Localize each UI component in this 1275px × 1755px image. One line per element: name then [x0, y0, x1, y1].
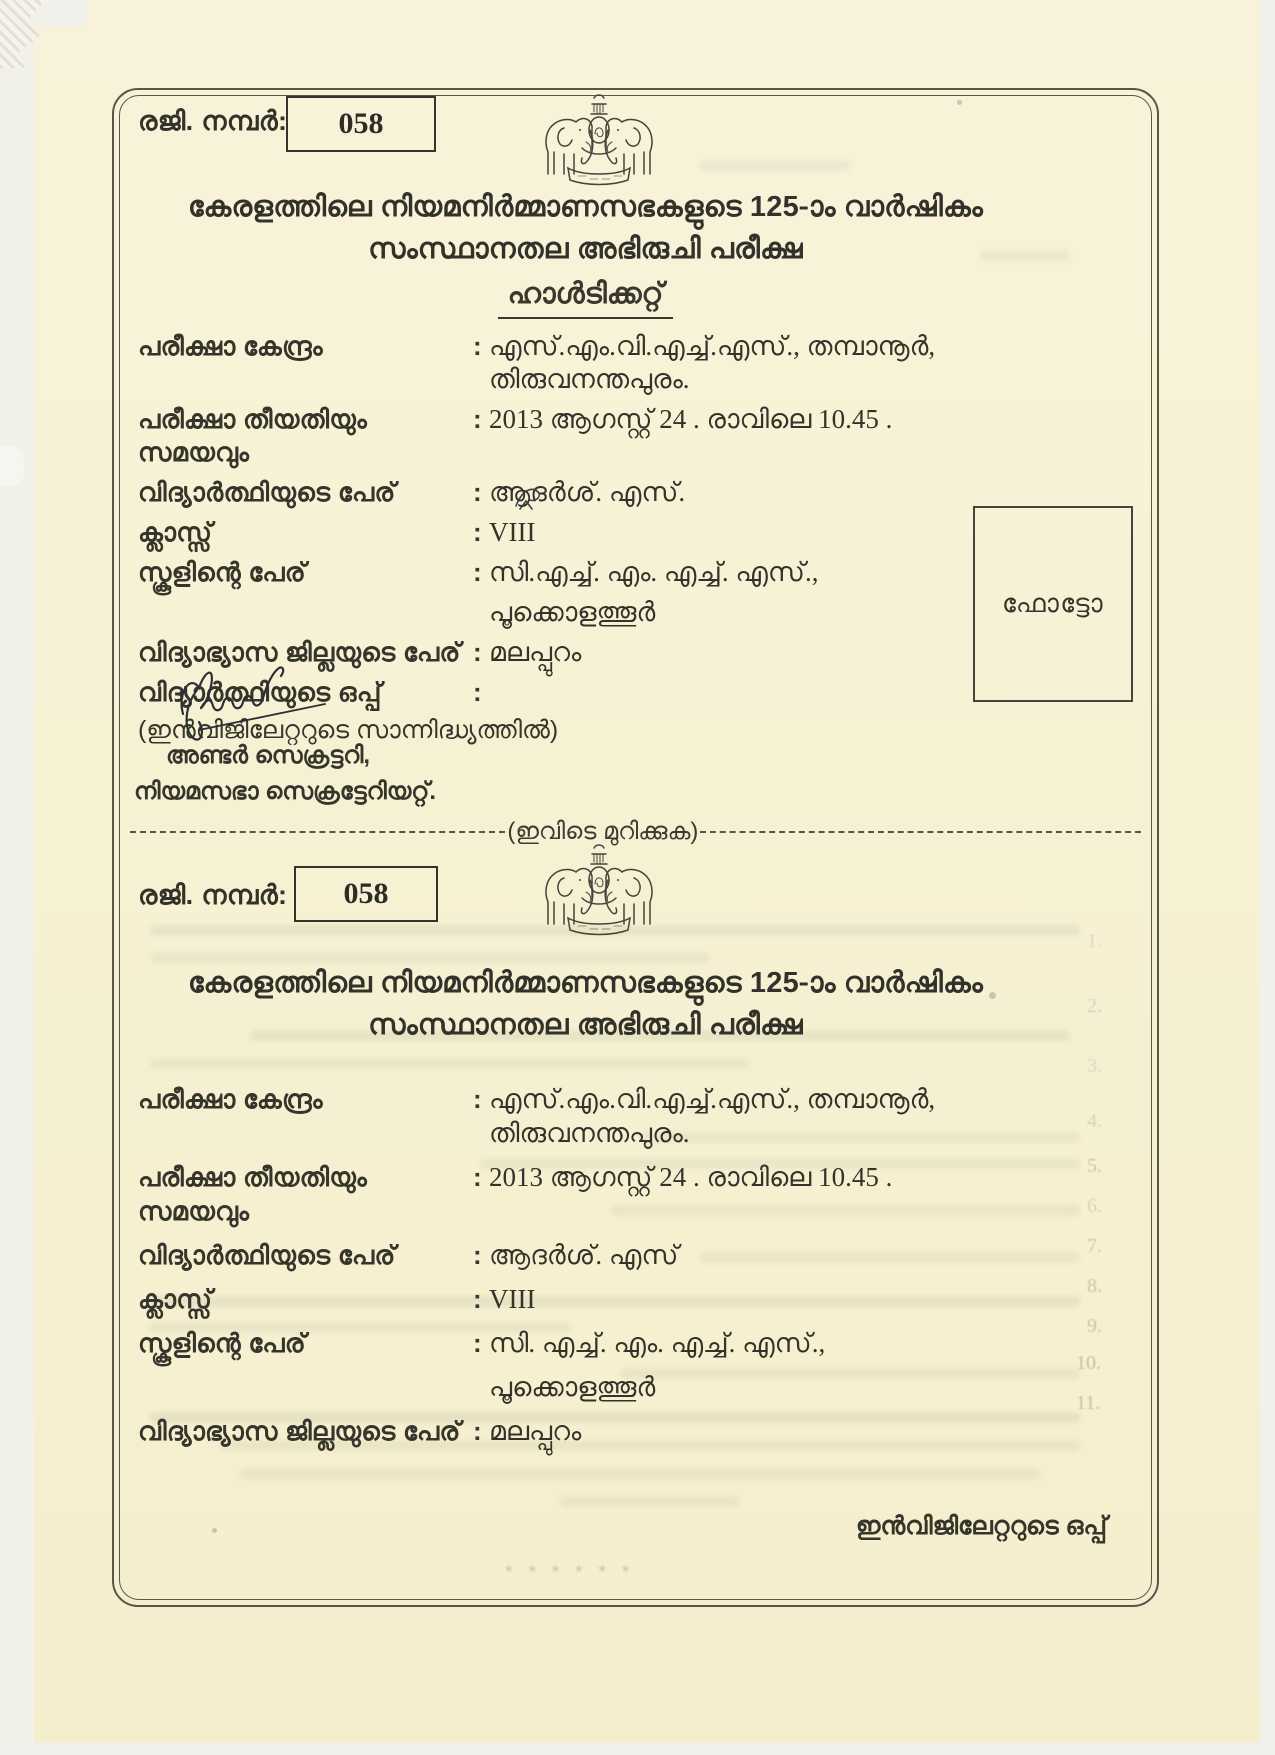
field-colon: :	[473, 637, 482, 667]
hall-ticket-heading: ഹാൾടിക്കറ്റ്	[124, 278, 1047, 319]
title-line-1: കേരളത്തിലെ നിയമനിർമ്മാണസഭകളുടെ 125-ാം വാർഷികം	[187, 967, 984, 999]
bleedthrough-number: 5.	[1087, 1155, 1102, 1177]
bleedthrough-number: 7.	[1087, 1235, 1102, 1257]
scan-edge-left	[0, 0, 34, 1755]
scan-edge-bottom	[0, 1742, 1275, 1755]
field-label: വിദ്യാഭ്യാസ ജില്ലയുടെ പേര്	[138, 1416, 461, 1446]
field-colon: :	[473, 677, 482, 707]
field-row-class	[138, 1282, 1117, 1316]
field-colon: :	[473, 1162, 482, 1192]
field-row-student-name	[138, 1238, 1117, 1272]
photo-box	[973, 506, 1133, 702]
reg-number-box: 058	[294, 866, 438, 922]
bleedthrough-number: 6.	[1087, 1195, 1102, 1217]
field-colon: :	[473, 557, 482, 587]
invigilator-presence-note: (ഇൻവിജിലേറ്ററുടെ സാന്നിദ്ധ്യത്തിൽ)	[138, 716, 559, 744]
field-colon: :	[473, 1328, 482, 1358]
bleedthrough-number: 1.	[1087, 930, 1102, 952]
field-value: മലപ്പുറം	[489, 1416, 582, 1446]
field-row-school-name-line2	[138, 596, 1117, 629]
scan-speck	[212, 1528, 217, 1533]
field-row-exam-date-time	[138, 1160, 1117, 1228]
field-value: VIII	[489, 517, 536, 547]
field-value: എസ്.എം.വി.എച്ച്.എസ്., തമ്പാനൂർ, തിരുവനന്തപുരം.	[489, 331, 936, 394]
field-colon: :	[473, 1416, 482, 1446]
field-value: ആദർശ്. എസ്	[489, 1240, 679, 1270]
field-colon: :	[473, 404, 482, 434]
bleedthrough-number: 2.	[1087, 995, 1102, 1017]
field-value: എസ്.എം.വി.എച്ച്.എസ്., തമ്പാനൂർ, തിരുവനന്തപുരം.	[489, 1084, 936, 1148]
scan-speck	[957, 100, 962, 105]
field-row-exam-centre	[138, 330, 1117, 396]
field-colon: :	[473, 1284, 482, 1314]
reg-number-label: രജി. നമ്പർ:	[138, 106, 288, 136]
dashed-line	[130, 831, 505, 833]
bleedthrough-number: 9.	[1087, 1315, 1102, 1337]
field-value: 2013 ആഗസ്റ്റ് 24 . രാവിലെ 10.45 .	[489, 404, 893, 434]
invigilator-signature-label: ഇൻവിജിലേറ്ററുടെ ഒപ്പ്	[855, 1512, 1107, 1540]
photo-label: ഫോട്ടോ	[1001, 588, 1105, 618]
field-label: പരീക്ഷാ കേന്ദ്രം	[138, 1084, 323, 1114]
reg-number-label: രജി. നമ്പർ:	[138, 880, 288, 910]
paper-notch	[0, 446, 24, 486]
field-row-exam-date-time	[138, 403, 1117, 469]
field-colon: :	[473, 1084, 482, 1114]
bottom-fields	[138, 1082, 1117, 1458]
title-line-2: സംസ്ഥാനതല അഭിരുചി പരീക്ഷ	[368, 233, 803, 265]
field-row-class	[138, 516, 1117, 549]
field-label: വിദ്യാർത്ഥിയുടെ പേര്	[138, 477, 396, 507]
kerala-government-emblem	[534, 840, 664, 940]
bleedthrough-number: 4.	[1087, 1110, 1102, 1132]
field-value: ആദർശ്. എസ്.	[489, 477, 686, 507]
field-label: വിദ്യാർത്ഥിയുടെ പേര്	[138, 1240, 396, 1270]
field-label: പരീക്ഷാ തീയതിയും സമയവും	[138, 1162, 368, 1226]
scan-speck	[989, 992, 996, 999]
under-secretary-signature	[169, 650, 349, 755]
title-line-1: കേരളത്തിലെ നിയമനിർമ്മാണസഭകളുടെ 125-ാം വാർഷികം	[187, 191, 984, 223]
bleedthrough-number: 8.	[1087, 1275, 1102, 1297]
handwritten-correction-mark	[510, 480, 550, 512]
field-row-school-name	[138, 556, 1117, 589]
field-label: സ്കൂളിന്റെ പേര്	[138, 1328, 307, 1358]
field-label: ക്ലാസ്സ്	[138, 517, 213, 547]
bleedthrough-number: 10.	[1076, 1352, 1101, 1374]
field-value: പൂക്കൊളത്തൂർ	[489, 597, 656, 627]
cut-here-label: (ഇവിടെ മുറിക്കുക)	[507, 818, 699, 845]
field-row-school-name	[138, 1326, 1117, 1360]
exam-title	[124, 962, 1047, 1046]
field-label: വിദ്യാർത്ഥിയുടെ ഒപ്പ്	[138, 677, 382, 707]
field-colon: :	[473, 477, 482, 507]
field-label: പരീക്ഷാ കേന്ദ്രം	[138, 331, 323, 361]
signer-title-line2: നിയമസഭാ സെക്രട്ടേറിയറ്റ്.	[134, 778, 437, 805]
field-label: ക്ലാസ്സ്	[138, 1284, 213, 1314]
kerala-government-emblem	[534, 90, 664, 190]
field-label: വിദ്യാഭ്യാസ ജില്ലയുടെ പേര്	[138, 637, 461, 667]
dashed-line	[700, 831, 1141, 833]
field-label: പരീക്ഷാ തീയതിയും സമയവും	[138, 404, 368, 467]
field-value: സി. എച്ച്. എം. എച്ച്. എസ്.,	[489, 1328, 826, 1358]
field-value: 2013 ആഗസ്റ്റ് 24 . രാവിലെ 10.45 .	[489, 1162, 893, 1192]
field-value: സി.എച്ച്. എം. എച്ച്. എസ്.,	[489, 557, 819, 587]
field-row-student-name	[138, 476, 1117, 509]
exam-title	[124, 186, 1047, 270]
bleedthrough-dots: * * * * * *	[505, 1562, 635, 1584]
field-colon: :	[473, 331, 482, 361]
bleedthrough-number: 3.	[1087, 1055, 1102, 1077]
field-value: പൂക്കൊളത്തൂർ	[489, 1372, 656, 1402]
field-colon: :	[473, 517, 482, 547]
field-value: മലപ്പുറം	[489, 637, 582, 667]
field-label: സ്കൂളിന്റെ പേര്	[138, 557, 307, 587]
scan-edge-right	[1260, 0, 1275, 1755]
field-value: VIII	[489, 1284, 536, 1314]
field-colon: :	[473, 1240, 482, 1270]
field-row-school-name-line2	[138, 1370, 1117, 1404]
hall-ticket-card	[112, 88, 1159, 1607]
bleedthrough-number: 11.	[1076, 1392, 1101, 1414]
signer-title-line1: അണ്ടർ സെക്രട്ടറി,	[166, 742, 371, 769]
field-row-education-district	[138, 1414, 1117, 1448]
field-row-exam-centre	[138, 1082, 1117, 1150]
reg-number-box: 058	[286, 96, 436, 152]
title-line-2: സംസ്ഥാനതല അഭിരുചി പരീക്ഷ	[368, 1009, 803, 1041]
